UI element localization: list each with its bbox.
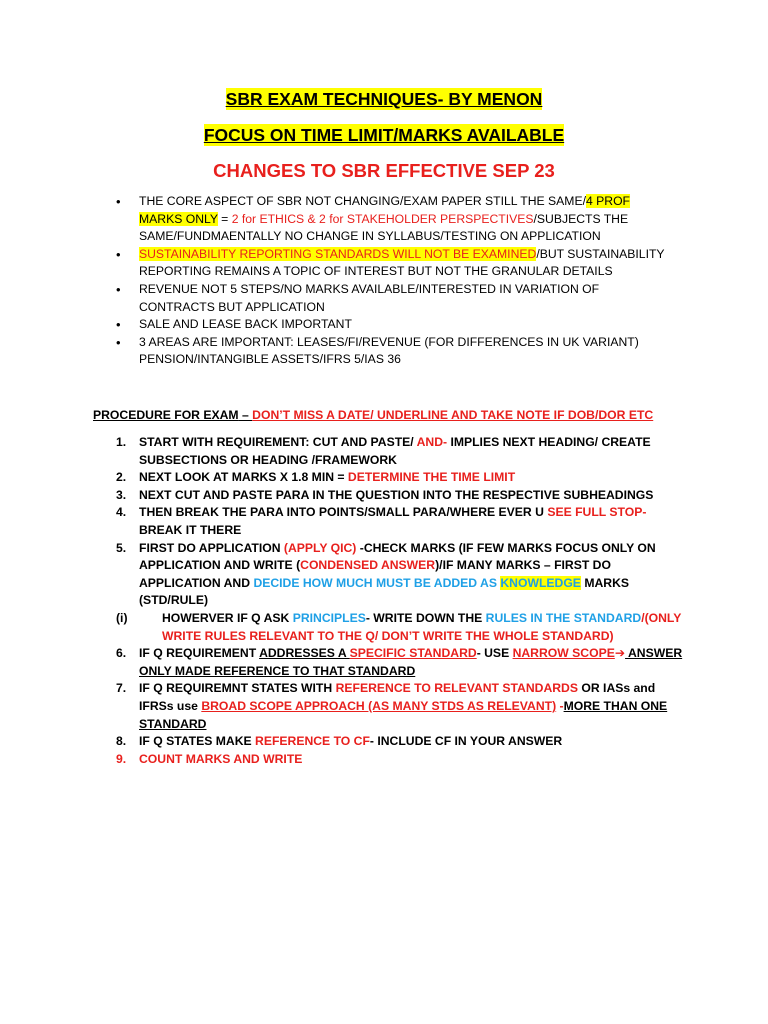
red-text: SEE FULL STOP-: [547, 505, 647, 520]
step-number: 4.: [116, 505, 127, 520]
changes-bullet-list: [116, 193, 676, 369]
step-8: [116, 733, 686, 751]
step-number: 2.: [116, 470, 127, 485]
changes-heading: CHANGES TO SBR EFFECTIVE SEP 23: [213, 160, 555, 181]
bullet-marker: •: [116, 246, 121, 262]
bullet-marker: •: [116, 317, 121, 333]
step-text: )/IF MANY MARKS – FIRST DO APPLICATION AND: [139, 558, 611, 590]
step-5-sub-i: [116, 610, 686, 645]
step-number: 8.: [116, 734, 127, 749]
red-text: -: [556, 698, 564, 713]
procedure-note: DON’T MISS A DATE/ UNDERLINE AND TAKE NOTE IF DOB/DOR ETC: [252, 408, 654, 422]
step-text: IF Q REQUIREMENT: [139, 646, 260, 661]
red-text: /(ONLY WRITE RULES RELEVANT TO THE Q/ DON’T WRITE THE WHOLE STANDARD): [162, 610, 682, 643]
red-text: (APPLY QIC): [283, 540, 357, 555]
bullet-text: REVENUE NOT 5 STEPS/NO MARKS AVAILABLE/INTERESTED IN VARIATION OF CONTRACTS BUT APPLICATION: [139, 281, 600, 314]
step-number: 5.: [116, 540, 127, 555]
bullet-item-three-areas: [116, 334, 676, 369]
arrow-right-icon: ➔: [614, 646, 626, 661]
bullet-marker: •: [116, 334, 121, 350]
step-7: [116, 680, 686, 733]
step-text: THEN BREAK THE PARA INTO POINTS/SMALL PARA/WHERE EVER U: [139, 505, 548, 520]
step-text: START WITH REQUIREMENT: CUT AND PASTE/: [139, 435, 417, 449]
step-5: [116, 540, 686, 610]
highlight-blue-text: KNOWLEDGE: [500, 575, 581, 590]
title-line-3-wrap: [0, 160, 768, 182]
step-text: BREAK IT THERE: [139, 522, 242, 537]
bullet-text: =: [217, 211, 232, 226]
step-number: 1.: [116, 435, 127, 449]
procedure-label: PROCEDURE FOR EXAM: [93, 408, 239, 422]
bullet-item-core-aspect: [116, 193, 676, 246]
bullet-item-sale-lease: [116, 316, 676, 334]
bullet-text: 3 AREAS ARE IMPORTANT: LEASES/FI/REVENUE (FOR DIFFERENCES IN UK VARIANT) PENSION/INTANGIBLE ASSETS/IFRS 5/IAS 36: [139, 334, 639, 367]
step-9: [116, 751, 686, 769]
bullet-marker: •: [116, 281, 121, 297]
step-1: [116, 434, 686, 469]
red-text: AND-: [416, 435, 448, 449]
red-text: DETERMINE THE TIME LIMIT: [347, 470, 516, 485]
step-text: - WRITE DOWN THE: [365, 610, 486, 625]
step-6: [116, 645, 686, 680]
step-4: [116, 504, 686, 539]
step-text: FIRST DO APPLICATION: [139, 540, 284, 555]
step-number: 9.: [116, 751, 127, 766]
step-text: OR IASs and IFRSs use: [139, 681, 656, 713]
underlined-text: ADDRESSES A: [259, 646, 350, 661]
step-text: IF Q STATES MAKE: [139, 734, 256, 749]
red-text: REFERENCE TO CF: [255, 734, 370, 749]
step-number: (i): [116, 610, 128, 625]
step-number: 7.: [116, 681, 127, 696]
bullet-text: SALE AND LEASE BACK IMPORTANT: [139, 317, 352, 332]
step-number: 3.: [116, 487, 127, 502]
highlight-text: 4 PROF MARKS ONLY: [139, 194, 630, 226]
bullet-text: /SUBJECTS THE SAME/FUNDMAENTALLY NO CHANGE IN SYLLABUS/TESTING ON APPLICATION: [139, 211, 629, 244]
blue-text: DECIDE HOW MUCH MUST BE ADDED AS: [253, 575, 501, 590]
title-line-1-wrap: [0, 88, 768, 110]
step-text: - USE: [476, 646, 513, 661]
step-number: 6.: [116, 646, 127, 661]
bullet-marker: •: [116, 194, 121, 209]
bullet-item-sustainability: [116, 246, 676, 281]
step-text: COUNT MARKS AND WRITE: [139, 751, 303, 766]
highlight-red-text: SUSTAINABILITY REPORTING STANDARDS WILL NOT BE EXAMINED: [139, 246, 537, 261]
bullet-text: THE CORE ASPECT OF SBR NOT CHANGING/EXAM PAPER STILL THE SAME/: [139, 194, 586, 208]
step-text: HOWERVER IF Q ASK: [162, 610, 293, 625]
blue-text: PRINCIPLES: [292, 610, 366, 625]
red-text: CONDENSED ANSWER: [300, 558, 436, 573]
step-text: NEXT LOOK AT MARKS X 1.8 MIN =: [139, 470, 348, 485]
red-text: REFERENCE TO RELEVANT STANDARDS: [335, 681, 578, 696]
procedure-step-list: [116, 434, 686, 768]
step-3: [116, 487, 686, 505]
document-title: SBR EXAM TECHNIQUES- BY MENON: [225, 89, 543, 109]
step-text: IF Q REQUIREMNT STATES WITH: [139, 681, 336, 696]
underlined-text: ANSWER ONLY MADE REFERENCE TO THAT STANDARD: [139, 646, 683, 678]
blue-text: RULES IN THE STANDARD: [485, 610, 642, 625]
step-text: - INCLUDE CF IN YOUR ANSWER: [369, 734, 563, 749]
underlined-text: MORE THAN ONE STANDARD: [139, 698, 668, 731]
step-text: IMPLIES NEXT HEADING/ CREATE SUBSECTIONS OR HEADING /FRAMEWORK: [139, 435, 651, 467]
title-line-2-wrap: [0, 124, 768, 146]
step-2: [116, 469, 686, 487]
bullet-item-revenue: [116, 281, 676, 316]
step-text: NEXT CUT AND PASTE PARA IN THE QUESTION INTO THE RESPECTIVE SUBHEADINGS: [139, 487, 654, 502]
step-text: -CHECK MARKS (IF FEW MARKS FOCUS ONLY ON APPLICATION AND WRITE (: [139, 540, 656, 573]
red-text: 2 for ETHICS & 2 for STAKEHOLDER PERSPECTIVES: [231, 211, 534, 226]
red-underlined-text: BROAD SCOPE APPROACH (AS MANY STDS AS RELEVANT): [201, 698, 557, 713]
red-underlined-text: NARROW SCOPE: [512, 646, 615, 661]
procedure-dash: –: [238, 408, 253, 422]
procedure-heading: [93, 407, 693, 424]
bullet-text: /BUT SUSTAINABILITY REPORTING REMAINS A TOPIC OF INTEREST BUT NOT THE GRANULAR DETAILS: [139, 246, 665, 279]
document-subtitle: FOCUS ON TIME LIMIT/MARKS AVAILABLE: [203, 125, 565, 145]
step-text: MARKS (STD/RULE): [139, 575, 630, 608]
red-underlined-text: SPECIFIC STANDARD: [349, 646, 477, 661]
